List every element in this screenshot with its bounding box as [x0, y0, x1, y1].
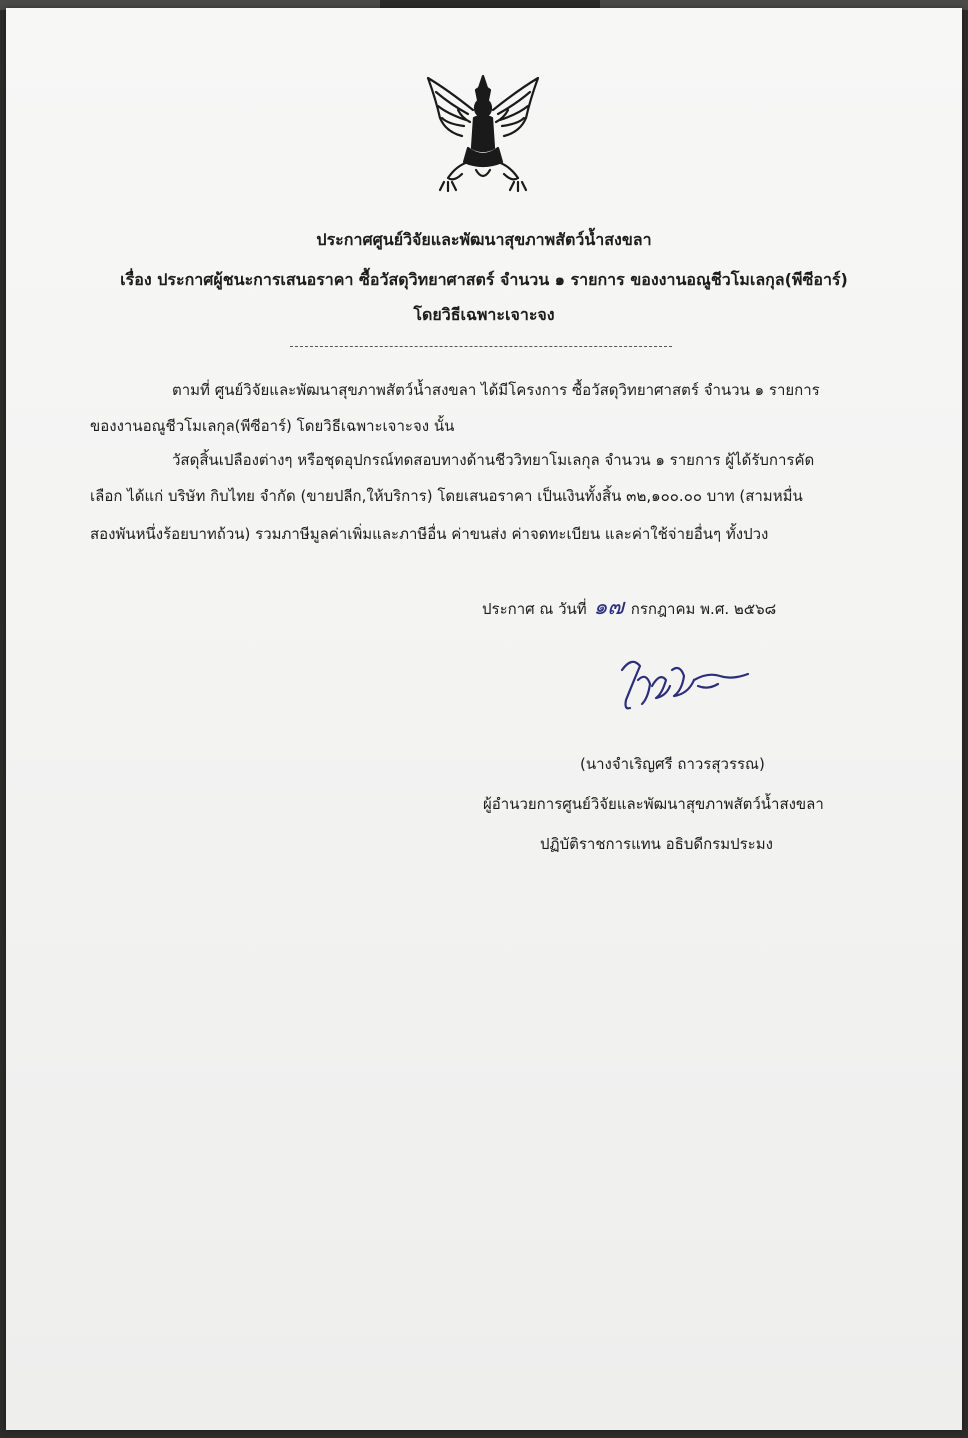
date-month-year: กรกฎาคม พ.ศ. ๒๕๖๘	[630, 600, 777, 618]
garuda-emblem-icon	[418, 70, 548, 200]
announcement-subject: เรื่อง ประกาศผู้ชนะการเสนอราคา ซื้อวัสดุวิทยาศาสตร์ จำนวน ๑ รายการ ของงานอณูชีวโมเลกุล(พีซีอาร์)	[120, 270, 848, 289]
paragraph-1-line-2: ของงานอณูชีวโมเลกุล(พีซีอาร์) โดยวิธีเฉพาะเจาะจง นั้น	[90, 417, 455, 435]
date-day-handwritten: ๑๗	[593, 595, 624, 620]
paragraph-2-line-1: วัสดุสิ้นเปลืองต่างๆ หรือชุดอุปกรณ์ทดสอบทางด้านชีววิทยาโมเลกุล จำนวน ๑ รายการ ผู้ได้รับการคัด	[172, 451, 815, 469]
header-divider	[290, 346, 672, 347]
announcement-date	[482, 590, 776, 627]
signer-position: ผู้อำนวยการศูนย์วิจัยและพัฒนาสุขภาพสัตว์น้ำสงขลา	[483, 795, 824, 813]
announcement-title: ประกาศศูนย์วิจัยและพัฒนาสุขภาพสัตว์น้ำสงขลา	[316, 230, 652, 249]
document-page	[6, 8, 962, 1430]
paragraph-2-line-3: สองพันหนึ่งร้อยบาทถ้วน) รวมภาษีมูลค่าเพิ่มและภาษีอื่น ค่าขนส่ง ค่าจดทะเบียน และค่าใช้จ่ายอื่นๆ ทั้งปวง	[90, 525, 769, 543]
handwritten-signature	[608, 650, 758, 720]
paragraph-2-line-2: เลือก ได้แก่ บริษัท กิบไทย จำกัด (ขายปลีก,ให้บริการ) โดยเสนอราคา เป็นเงินทั้งสิ้น ๓๒,๑๐๐.๐๐ บาท (สามหมื่น	[90, 487, 803, 505]
signer-name: (นางจำเริญศรี ถาวรสุวรรณ)	[580, 755, 765, 773]
signer-acting-for: ปฏิบัติราชการแทน อธิบดีกรมประมง	[540, 835, 773, 853]
paragraph-1-line-1: ตามที่ ศูนย์วิจัยและพัฒนาสุขภาพสัตว์น้ำสงขลา ได้มีโครงการ ซื้อวัสดุวิทยาศาสตร์ จำนวน ๑ รายการ	[172, 381, 820, 399]
date-prefix: ประกาศ ณ วันที่	[482, 600, 587, 618]
procurement-method: โดยวิธีเฉพาะเจาะจง	[413, 305, 555, 324]
